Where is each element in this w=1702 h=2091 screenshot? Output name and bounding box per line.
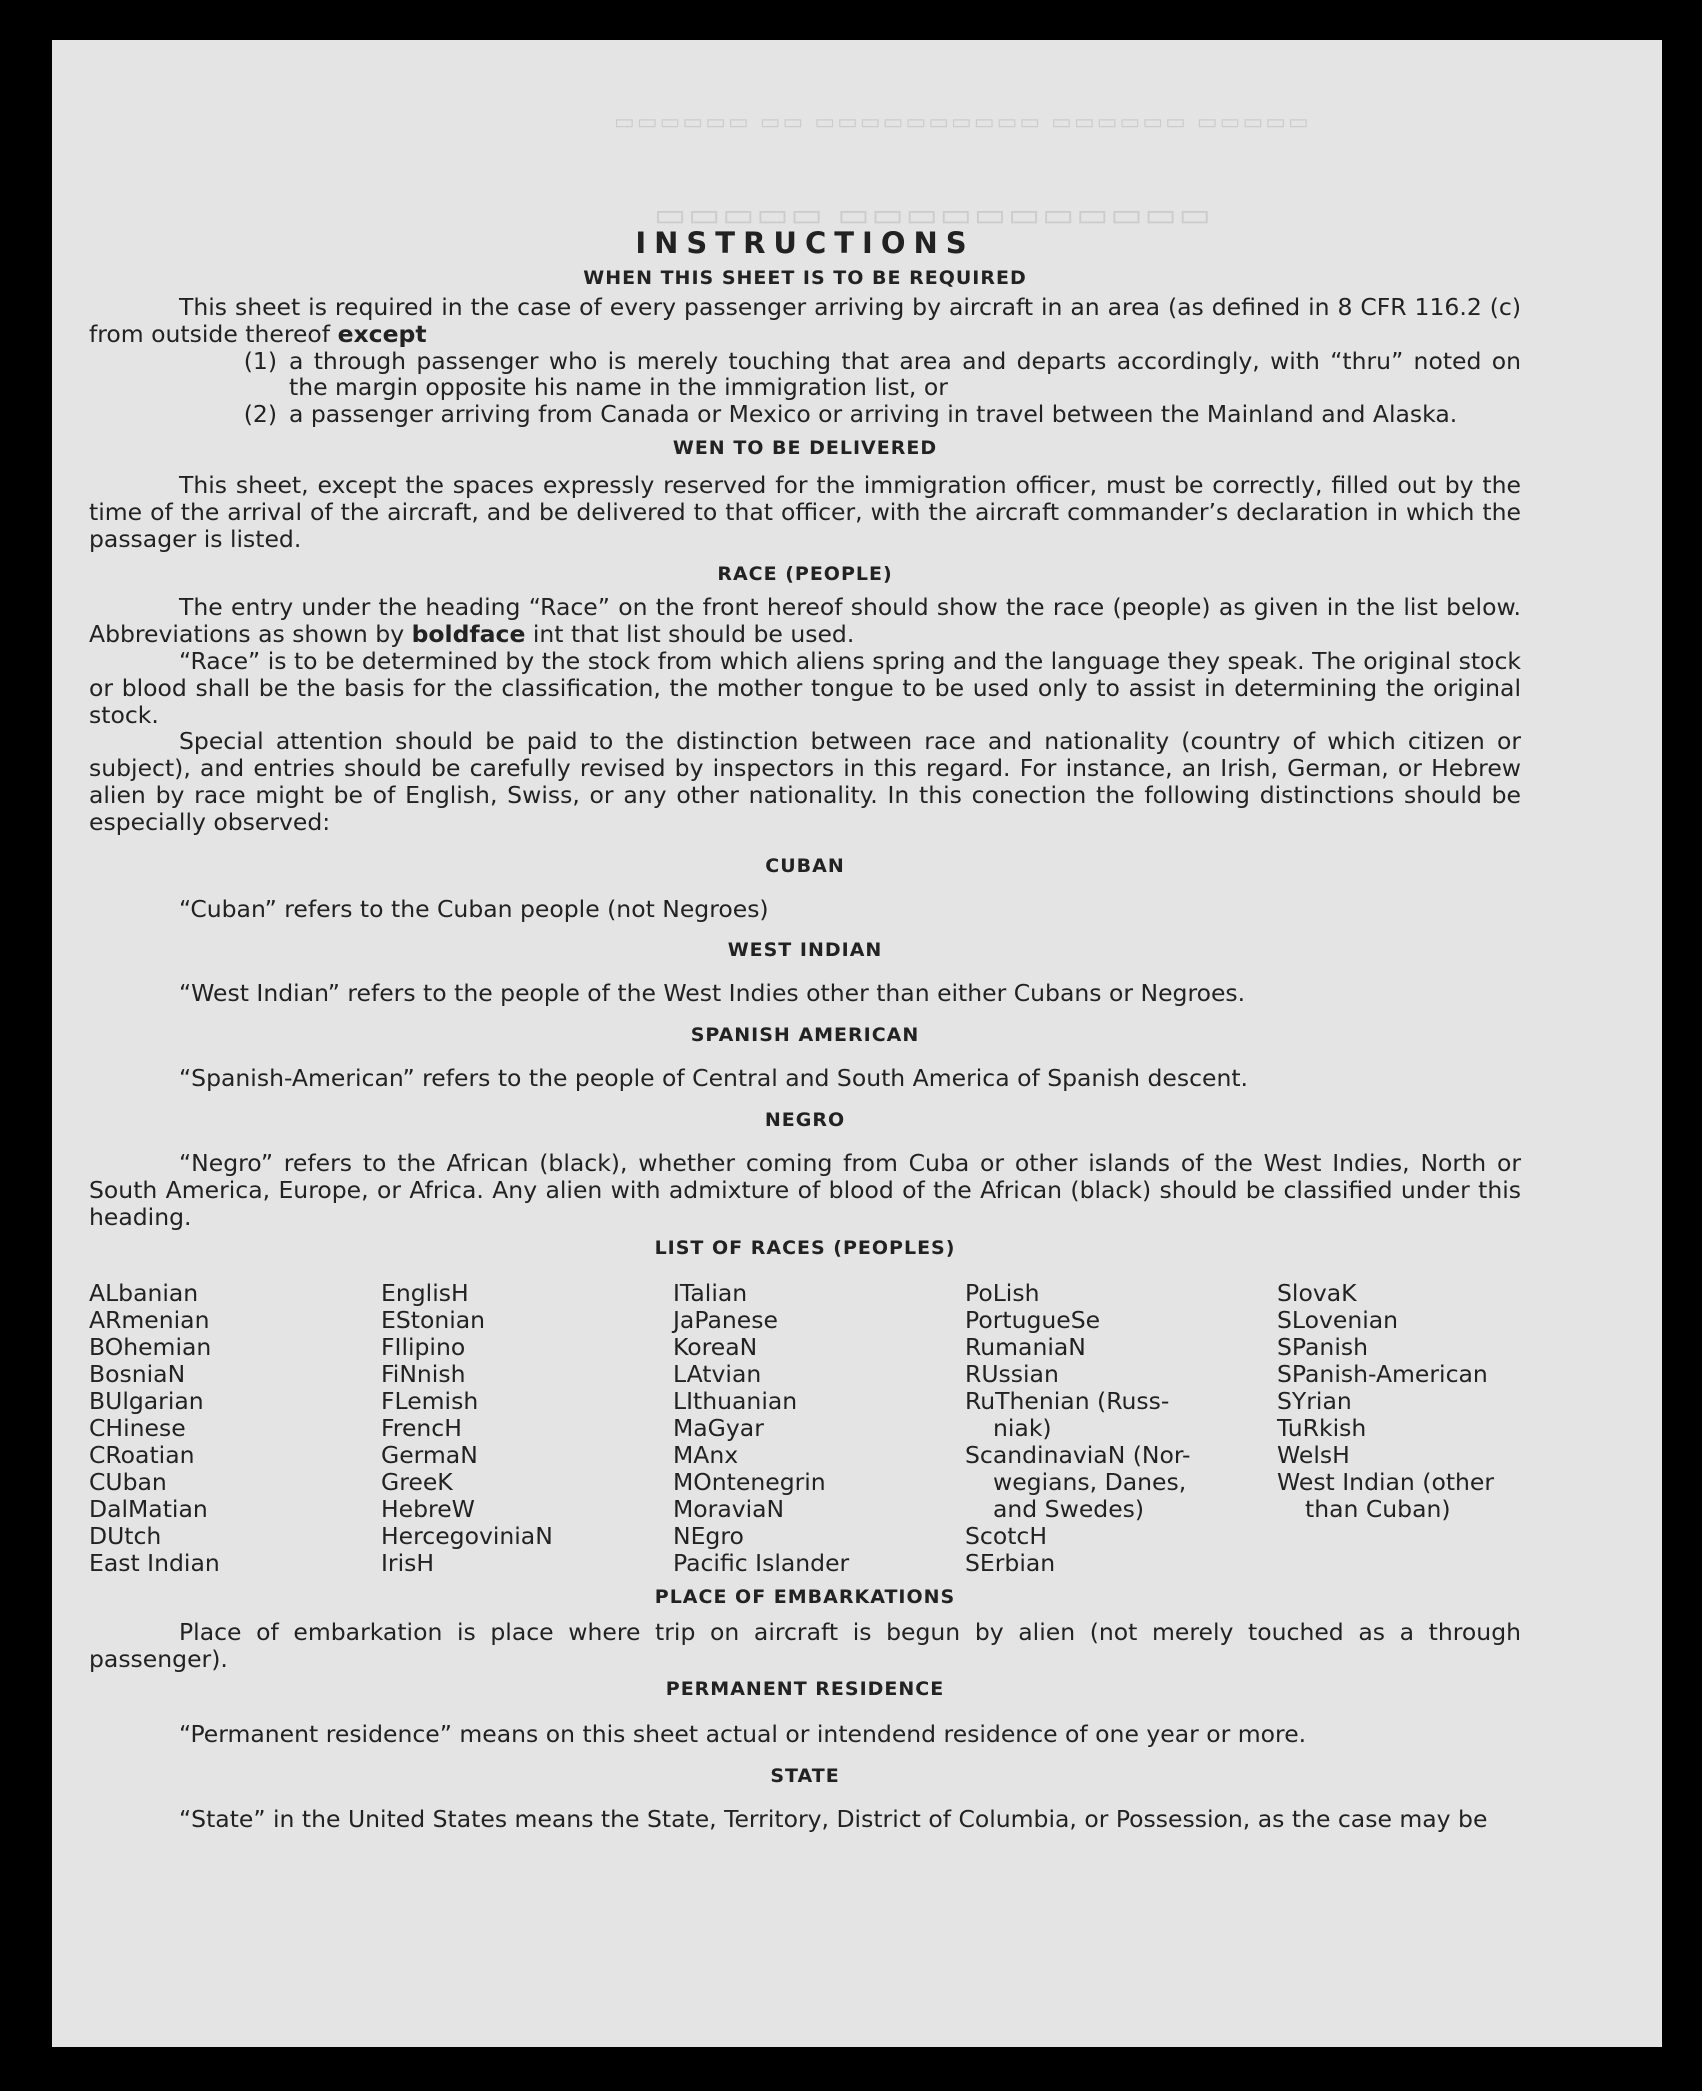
west-indian-paragraph: “West Indian” refers to the people of the West Indies other than either Cubans or Negroes. — [179, 979, 1246, 1008]
race-item: SLovenian — [1277, 1306, 1399, 1335]
section-heading-delivered: WEN TO BE DELIVERED — [672, 436, 938, 459]
race-item: ALbanian — [89, 1279, 199, 1308]
race-column-1 — [89, 1280, 381, 1577]
race-item: niak) — [993, 1414, 1052, 1443]
embarkation-paragraph: Place of embarkation is place where trip on aircraft is begun by alien (not merely touched as a through passenger). — [89, 1618, 1521, 1674]
section-heading-residence: PERMANENT RESIDENCE — [665, 1677, 945, 1700]
race-column-2 — [381, 1280, 673, 1577]
race-item: ScotcH — [965, 1522, 1048, 1551]
race-item: wegians, Danes, — [993, 1468, 1187, 1497]
race-item: JaPanese — [673, 1306, 778, 1335]
race-item: CRoatian — [89, 1441, 195, 1470]
show-through-text: ▭▭▭▭▭ ▭▭▭▭▭▭ ▭▭▭▭▭▭▭▭▭▭ ▭▭ ▭▭▭▭▭▭ — [612, 110, 1309, 135]
race-item: FIlipino — [381, 1333, 466, 1362]
race-item: SlovaK — [1277, 1279, 1357, 1308]
race-item: BosniaN — [89, 1360, 186, 1389]
race-item: CHinese — [89, 1414, 186, 1443]
race-item: HebreW — [381, 1495, 475, 1524]
race-item: MoraviaN — [673, 1495, 785, 1524]
race-item: EStonian — [381, 1306, 486, 1335]
race-item: PoLish — [965, 1279, 1040, 1308]
section-heading-cuban: CUBAN — [765, 854, 845, 877]
spanish-american-paragraph: “Spanish-American” refers to the people of Central and South America of Spanish descent. — [179, 1064, 1249, 1093]
race-item: ScandinaviaN (Nor- — [965, 1441, 1191, 1470]
race-item: LAtvian — [673, 1360, 762, 1389]
state-paragraph: “State” in the United States means the State, Territory, District of Columbia, or Possession, as the case may be — [179, 1804, 1488, 1833]
section-heading-race: RACE (PEOPLE) — [717, 563, 893, 586]
exception-item-1: (1) a through passenger who is merely touching that area and departs accordingly, with “thru” noted on the margin opposite his name in the immigration list, or — [243, 346, 1521, 402]
race-item: SPanish-American — [1277, 1360, 1488, 1389]
race-item: EnglisH — [381, 1279, 469, 1308]
race-item: SErbian — [965, 1549, 1056, 1578]
race-paragraph-1: The entry under the heading “Race” on the front hereof should show the race (people) as given in the list below. Abbreviations as shown by boldface int that list should be used. — [89, 593, 1521, 649]
race-item: HercegoviniaN — [381, 1522, 553, 1551]
negro-paragraph: “Negro” refers to the African (black), whether coming from Cuba or other islands of the West Indies, North or South America, Europe, or Africa. Any alien with admixture of blood of the African (black) should be classified under this heading. — [89, 1148, 1521, 1231]
race-item: DalMatian — [89, 1495, 208, 1524]
race-item: RuThenian (Russ- — [965, 1387, 1170, 1416]
race-item: LIthuanian — [673, 1387, 798, 1416]
race-item: NEgro — [673, 1522, 744, 1551]
race-item: RUssian — [965, 1360, 1059, 1389]
section-heading-embarkation: PLACE OF EMBARKATIONS — [654, 1586, 956, 1609]
race-item: FiNnish — [381, 1360, 466, 1389]
race-item: MOntenegrin — [673, 1468, 826, 1497]
race-column-5 — [1277, 1280, 1521, 1577]
race-item: TuRkish — [1277, 1414, 1367, 1443]
delivered-paragraph: This sheet, except the spaces expressly reserved for the immigration officer, must be correctly, filled out by the time of the arrival of the aircraft, and be delivered to that officer, with the aircraft commander’s declaration in which the passager is listed. — [89, 470, 1521, 553]
page-title: INSTRUCTIONS — [635, 226, 975, 260]
required-paragraph: This sheet is required in the case of every passenger arriving by aircraft in an area (as defined in 8 CFR 116.2 (c) from outside thereof except — [89, 293, 1521, 348]
race-item: ARmenian — [89, 1306, 210, 1335]
race-item: BUlgarian — [89, 1387, 204, 1416]
race-item: DUtch — [89, 1522, 162, 1551]
race-paragraph-3: Special attention should be paid to the distinction between race and nationality (country of which citizen or subject), and entries should be carefully revised by inspectors in this regard. For instance, an Irish, German, or Hebrew alien by race might be of English, Swiss, or any other nationality. In this conection the following distinctions should be especially observed: — [89, 727, 1521, 836]
exception-item-2: (2) a passenger arriving from Canada or Mexico or arriving in travel between the Mainland and Alaska. — [243, 400, 1458, 429]
race-item: East Indian — [89, 1549, 220, 1578]
race-item: West Indian (other — [1277, 1468, 1495, 1497]
race-column-4 — [965, 1280, 1277, 1577]
section-heading-list: LIST OF RACES (PEOPLES) — [654, 1237, 956, 1260]
race-item: MaGyar — [673, 1414, 764, 1443]
race-item: Pacific Islander — [673, 1549, 850, 1578]
cuban-paragraph: “Cuban” refers to the Cuban people (not Negroes) — [179, 894, 769, 923]
instructions-body — [89, 190, 1521, 1833]
race-item: GermaN — [381, 1441, 478, 1470]
race-item: and Swedes) — [993, 1495, 1145, 1524]
race-item: SPanish — [1277, 1333, 1368, 1362]
race-paragraph-2: “Race” is to be determined by the stock from which aliens spring and the language they speak. The original stock or blood shall be the basis for the classification, the mother tongue to be used only to assist in determining the original stock. — [89, 646, 1521, 729]
section-heading-required: WHEN THIS SHEET IS TO BE REQUIRED — [583, 267, 1027, 289]
document-page — [52, 40, 1662, 2047]
race-item: IrisH — [381, 1549, 435, 1578]
race-item: FrencH — [381, 1414, 462, 1443]
race-item: WelsH — [1277, 1441, 1350, 1470]
residence-paragraph: “Permanent residence” means on this sheet actual or intendend residence of one year or more. — [179, 1719, 1307, 1748]
race-item: BOhemian — [89, 1333, 212, 1362]
section-heading-west-indian: WEST INDIAN — [727, 939, 883, 962]
race-item: MAnx — [673, 1441, 739, 1470]
section-heading-negro: NEGRO — [764, 1108, 846, 1131]
race-column-3 — [673, 1280, 965, 1577]
race-item: RumaniaN — [965, 1333, 1086, 1362]
show-through-text: ▭▭▭▭▭▭▭▭▭▭▭ ▭▭▭▭▭ — [652, 195, 1211, 235]
section-heading-state: STATE — [770, 1764, 840, 1787]
section-heading-spanish-american: SPANISH AMERICAN — [690, 1024, 920, 1047]
race-item: SYrian — [1277, 1387, 1352, 1416]
race-item: than Cuban) — [1305, 1495, 1451, 1524]
race-item: FLemish — [381, 1387, 479, 1416]
race-item: KoreaN — [673, 1333, 758, 1362]
race-item: GreeK — [381, 1468, 453, 1497]
race-item: ITalian — [673, 1279, 748, 1308]
race-item: CUban — [89, 1468, 167, 1497]
race-item: PortugueSe — [965, 1306, 1101, 1335]
race-list — [89, 1280, 1521, 1577]
